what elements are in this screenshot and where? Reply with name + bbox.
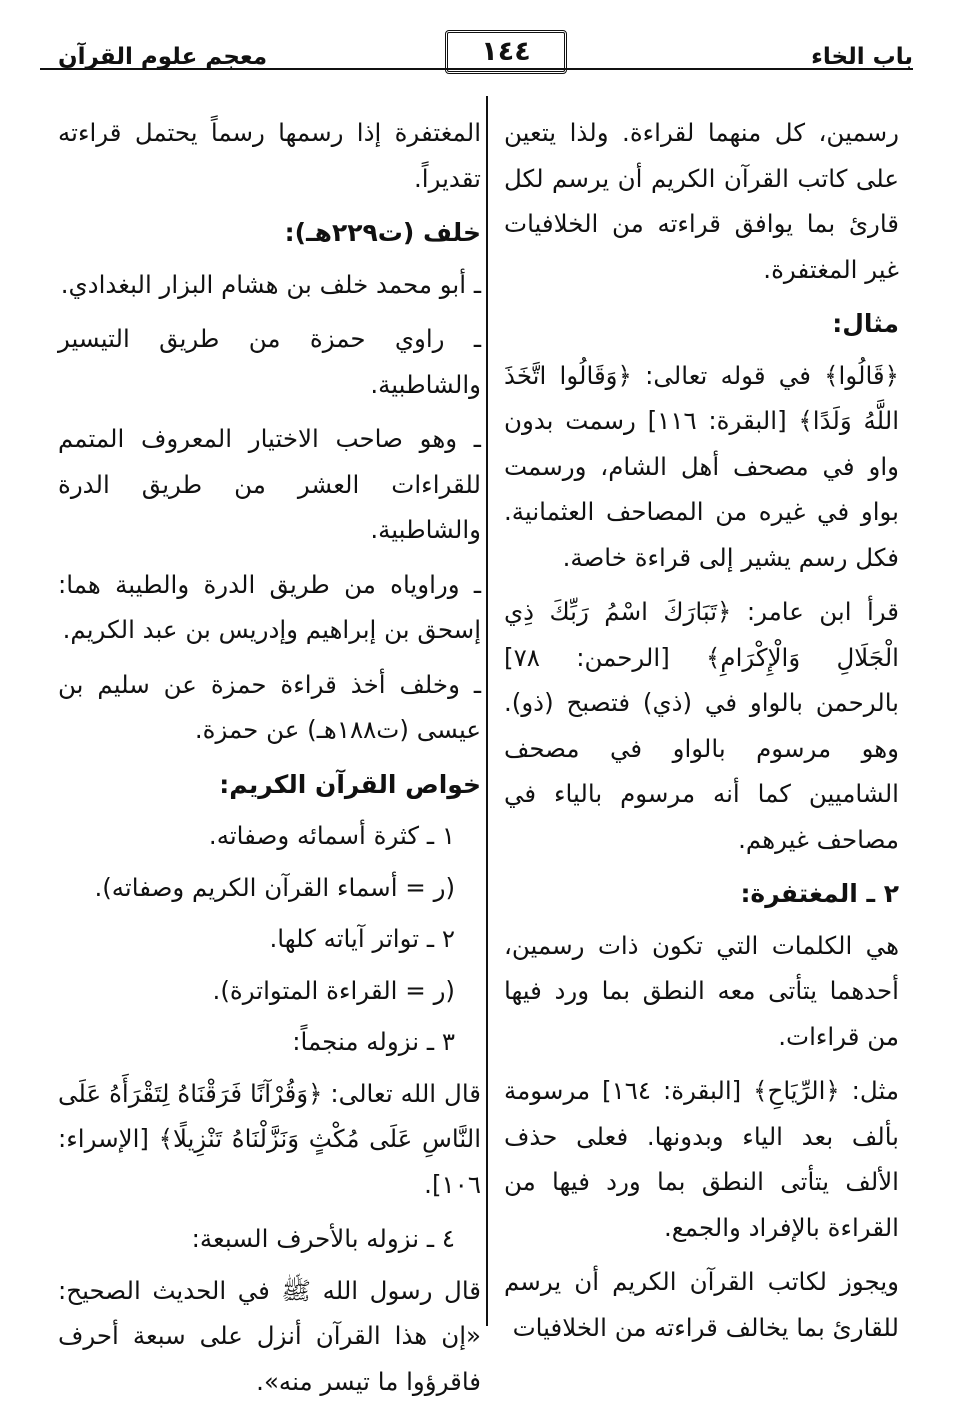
paragraph: ويجوز لكاتب القرآن الكريم أن يرسم للقارئ بما يخالف قراءته من الخلافيات: [504, 1267, 899, 1342]
list-item: ٣ ـ نزوله منجماً:: [292, 1027, 455, 1056]
book-title: معجم علوم القرآن: [58, 44, 268, 70]
paragraph: هي الكلمات التي تكون ذات رسمين، أحدهما يتأتى معه النطق بما ورد فيها من قراءات.: [504, 930, 899, 1051]
paragraph: قرأ ابن عامر: ﴿تَبَارَكَ اسْمُ رَبِّكَ ذِي الْجَلَالِ وَالْإِكْرَامِ﴾ [الرحمن: ٧٨] بالرحمن بالواو في (ذي) فتصبح (ذو). وهو مرسوم بالواو في مصحف الشاميين كما أنه مرسوم بالياء في مصاحف غيرهم.: [504, 597, 899, 854]
paragraph: رسمين، كل منهما لقراءة. ولذا يتعين على كاتب القرآن الكريم أن يرسم لكل قارئ بما يوافق قراءته من الخلافيات غير المغتفرة.: [504, 118, 899, 284]
paragraph: قال الله تعالى: ﴿وَقُرْآنًا فَرَقْنَاهُ لِتَقْرَأَهُ عَلَى النَّاسِ عَلَى مُكْثٍ وَنَزَّلْنَاهُ تَنْزِيلًا﴾ [الإسراء: ١٠٦].: [58, 1078, 481, 1199]
chapter-title: باب الخاء: [811, 44, 913, 70]
list-item: ١ ـ كثرة أسمائه وصفاته.: [208, 821, 455, 850]
section-heading: ٢ ـ المغتفرة:: [740, 879, 899, 908]
paragraph: قال رسول الله ﷺ في الحديث الصحيح: «إن هذا القرآن أنزل على سبعة أحرف فاقرؤوا ما تيسر منه».: [58, 1275, 481, 1396]
header-rule: [40, 68, 913, 70]
column-divider: [486, 96, 488, 1326]
left-column: [58, 110, 481, 1413]
right-column: [504, 110, 899, 1359]
paragraph: ﴿قَالُوا﴾ في قوله تعالى: ﴿وَقَالُوا اتَّخَذَ اللَّهُ وَلَدًا﴾ [البقرة: ١١٦] رسمت بدون واو في مصحف أهل الشام، ورسمت بواو في غيره من المصاحف العثمانية. فكل رسم يشير إلى قراءة خاصة.: [504, 360, 899, 572]
section-heading: خواص القرآن الكريم:: [219, 769, 481, 799]
paragraph: ـ وهو صاحب الاختيار المعروف المتمم للقراءات العشر من طريق الدرة والشاطبية.: [58, 424, 481, 544]
page-number: ١٤٤: [445, 30, 567, 74]
page-header: [40, 22, 913, 92]
paragraph: ـ راوي حمزة من طريق التيسير والشاطبية.: [58, 324, 481, 399]
paragraph: المغتفرة إذا رسمها رسماً يحتمل قراءته تقديراً.: [58, 118, 481, 193]
list-item: ٢ ـ تواتر آياته كلها.: [269, 924, 455, 953]
list-item: ٤ ـ نزوله بالأحرف السبعة:: [191, 1224, 455, 1253]
paragraph: ـ وراوياه من طريق الدرة والطيبة هما: إسحق بن إبراهيم وإدريس بن عبد الكريم.: [58, 569, 481, 644]
list-item: (ر = أسماء القرآن الكريم وصفاته).: [94, 872, 455, 902]
section-heading: خلف (ت٢٢٩هـ):: [284, 218, 481, 247]
paragraph: مثل: ﴿الرِّيَاحِ﴾ [البقرة: ١٦٤] مرسومة بألف بعد الياء وبدونها. فعلى حذف الألف يتأتى النطق بما ورد فيها من القراءة بالإفراد والجمع.: [504, 1076, 899, 1242]
paragraph: ـ وخلف أخذ قراءة حمزة عن سليم بن عيسى (ت١٨٨هـ) عن حمزة.: [58, 669, 481, 744]
section-heading: مثال:: [832, 309, 899, 338]
paragraph: ـ أبو محمد خلف بن هشام البزار البغدادي.: [60, 269, 481, 299]
list-item: (ر = القراءة المتواترة).: [212, 975, 455, 1005]
